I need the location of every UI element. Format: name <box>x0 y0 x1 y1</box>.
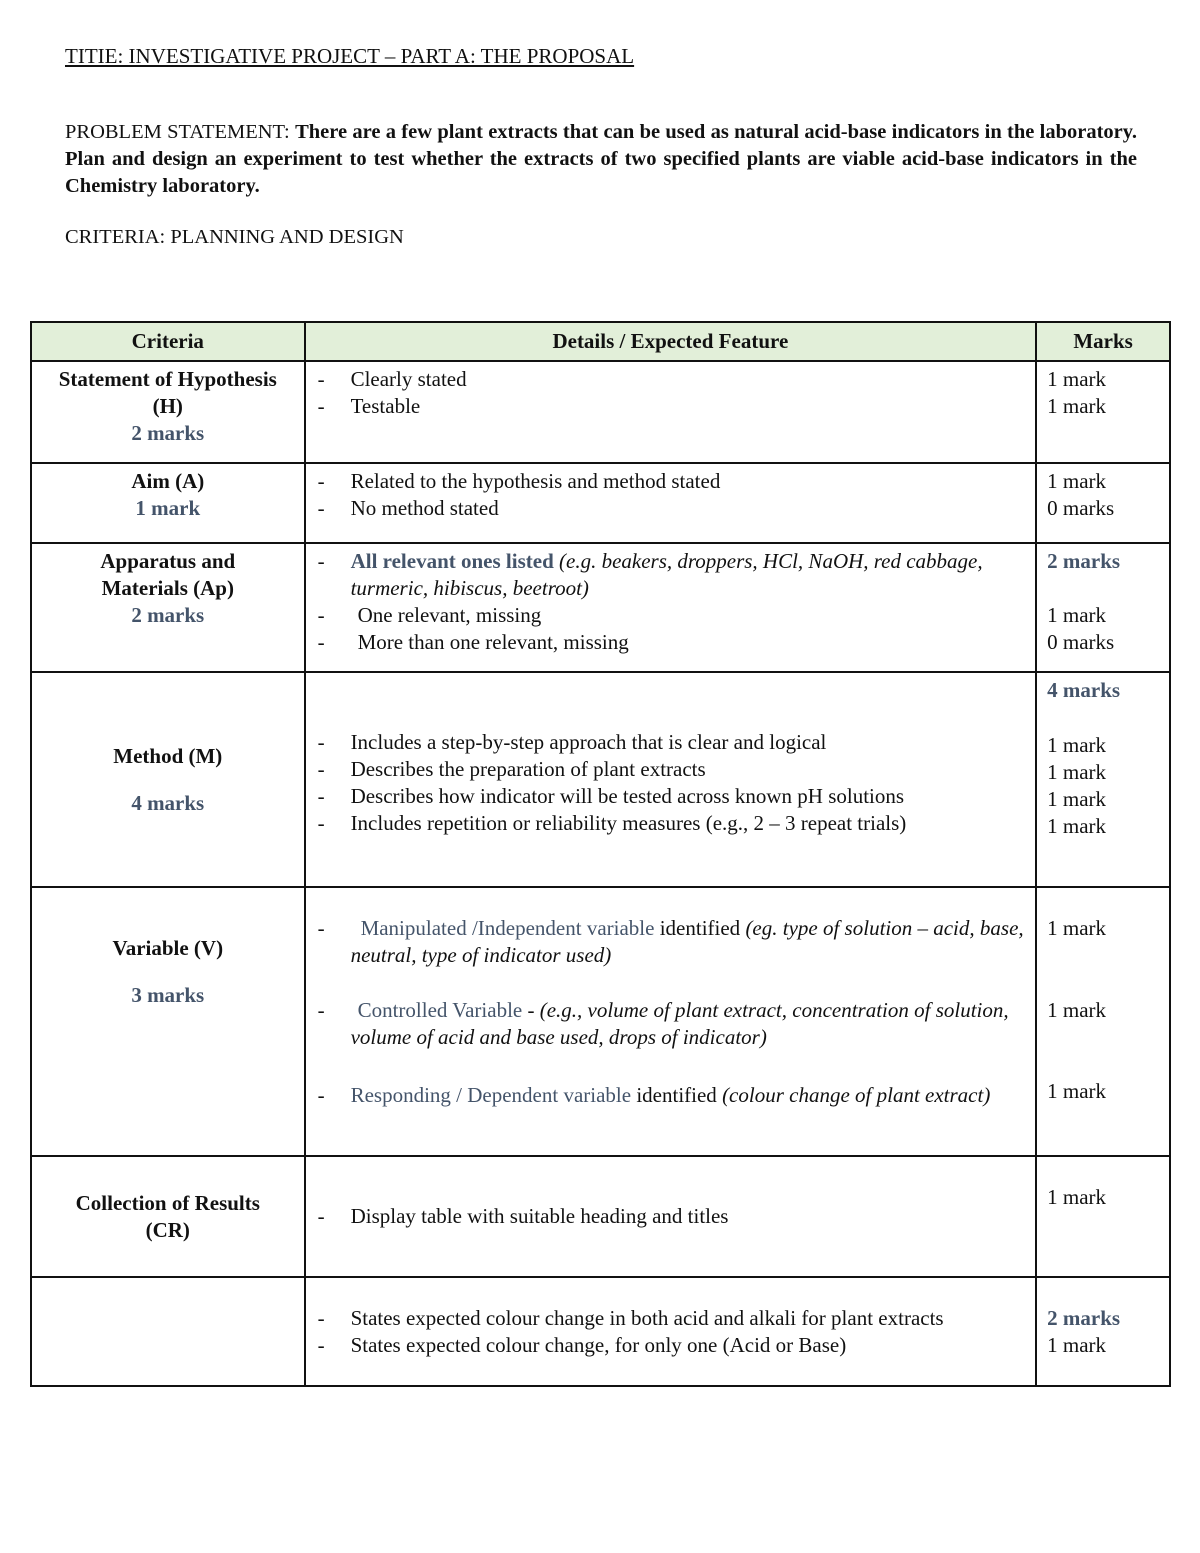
details-cell <box>305 463 1037 543</box>
details-cell <box>305 361 1037 463</box>
list-item: - Testable <box>317 394 421 418</box>
criteria-name: Materials (Ap) <box>101 576 234 600</box>
criteria-marks: 2 marks <box>131 603 205 627</box>
mark-value: 2 marks <box>1047 1306 1121 1330</box>
list-item: - One relevant, missing <box>317 603 542 627</box>
mark-value: 2 marks <box>1047 549 1121 573</box>
header-criteria: Criteria <box>31 322 305 361</box>
mark-value: 1 mark <box>1047 760 1107 784</box>
criteria-cell <box>31 361 305 463</box>
criteria-name: Method (M) <box>113 743 223 768</box>
mark-value: 1 mark <box>1047 1185 1107 1209</box>
rubric-table <box>30 321 1171 1387</box>
list-item: - Display table with suitable heading and titles <box>317 1204 729 1228</box>
mark-value: 1 mark <box>1047 733 1107 757</box>
criteria-name: Apparatus and <box>100 549 236 573</box>
list-item: - Related to the hypothesis and method stated <box>317 469 721 493</box>
criteria-name: Variable (V) <box>112 936 224 960</box>
list-item: - Clearly stated <box>317 367 467 391</box>
marks-cell <box>1036 463 1170 543</box>
criteria-cell <box>31 887 305 1156</box>
criteria-code: (CR) <box>145 1217 190 1242</box>
list-item: - Responding / Dependent variable identified (colour change of plant extract) <box>317 1083 991 1107</box>
list-item: - No method stated <box>317 496 499 520</box>
header-marks: Marks <box>1036 322 1170 361</box>
details-cell <box>305 887 1037 1156</box>
list-item: - Includes repetition or reliability measures (e.g., 2 – 3 repeat trials) <box>317 811 907 835</box>
table-row-expected <box>31 1277 1170 1386</box>
criteria-marks: 4 marks <box>131 790 205 815</box>
criteria-name: Statement of Hypothesis <box>58 367 277 391</box>
marks-cell <box>1036 1156 1170 1277</box>
criteria-marks: 3 marks <box>131 983 205 1007</box>
mark-value: 1 mark <box>1047 394 1107 418</box>
problem-text: There are a few plant extracts that can be used as natural acid-base indicators in the laboratory. Plan and design an experiment to test whether the extracts of two specified plants are viable acid-base indicators in the Chemistry laboratory. <box>65 121 1138 197</box>
list-item: - Includes a step-by-step approach that is clear and logical <box>317 730 827 754</box>
criteria-marks: 2 marks <box>131 421 205 445</box>
problem-label: PROBLEM STATEMENT: <box>65 121 290 143</box>
criteria-cell <box>31 1277 305 1386</box>
mark-value: 1 mark <box>1047 1079 1107 1103</box>
details-cell <box>305 672 1037 887</box>
mark-value: 1 mark <box>1047 814 1107 838</box>
marks-cell <box>1036 361 1170 463</box>
criteria-heading: CRITERIA: PLANNING AND DESIGN <box>65 226 404 248</box>
list-item: - Describes the preparation of plant extracts <box>317 757 706 781</box>
marks-cell <box>1036 1277 1170 1386</box>
table-row-hypothesis <box>31 361 1170 463</box>
criteria-cell <box>31 672 305 887</box>
list-item: - More than one relevant, missing <box>317 630 629 654</box>
table-row-results <box>31 1156 1170 1277</box>
marks-cell <box>1036 887 1170 1156</box>
mark-value: 1 mark <box>1047 1333 1107 1357</box>
mark-total: 4 marks <box>1047 678 1121 702</box>
table-row-apparatus <box>31 543 1170 672</box>
list-item: - Controlled Variable - (e.g., volume of plant extract, concentration of solution, volume of acid and base used, drops of indicator) <box>317 998 1009 1049</box>
criteria-cell <box>31 1156 305 1277</box>
mark-value: 0 marks <box>1047 630 1115 654</box>
criteria-name: Collection of Results <box>75 1190 260 1215</box>
list-item: - Describes how indicator will be tested across known pH solutions <box>317 784 905 808</box>
mark-value: 1 mark <box>1047 603 1107 627</box>
table-row-method <box>31 672 1170 887</box>
list-item: - Manipulated /Independent variable identified (eg. type of solution – acid, base, neutral, type of indicator used) <box>317 916 1024 967</box>
mark-value: 1 mark <box>1047 916 1107 940</box>
marks-cell <box>1036 672 1170 887</box>
criteria-name: Aim (A) <box>131 469 205 493</box>
document-title: TITIE: INVESTIGATIVE PROJECT – PART A: THE PROPOSAL <box>65 44 635 68</box>
criteria-marks: 1 mark <box>135 496 201 520</box>
table-row-aim <box>31 463 1170 543</box>
problem-statement <box>65 119 1137 200</box>
list-item: - States expected colour change, for only one (Acid or Base) <box>317 1333 847 1357</box>
details-cell <box>305 1156 1037 1277</box>
criteria-cell <box>31 463 305 543</box>
header-details: Details / Expected Feature <box>305 322 1037 361</box>
criteria-code: (H) <box>152 394 183 418</box>
mark-value: 0 marks <box>1047 496 1115 520</box>
table-header-row <box>31 322 1170 361</box>
marks-cell <box>1036 543 1170 672</box>
details-cell <box>305 543 1037 672</box>
mark-value: 1 mark <box>1047 367 1107 391</box>
mark-value: 1 mark <box>1047 469 1107 493</box>
mark-value: 1 mark <box>1047 787 1107 811</box>
list-item: - States expected colour change in both acid and alkali for plant extracts <box>317 1306 944 1330</box>
list-item: - All relevant ones listed (e.g. beakers, droppers, HCl, NaOH, red cabbage, turmeric, hibiscus, beetroot) <box>317 549 983 600</box>
criteria-cell <box>31 543 305 672</box>
mark-value: 1 mark <box>1047 998 1107 1022</box>
table-row-variable <box>31 887 1170 1156</box>
details-cell <box>305 1277 1037 1386</box>
